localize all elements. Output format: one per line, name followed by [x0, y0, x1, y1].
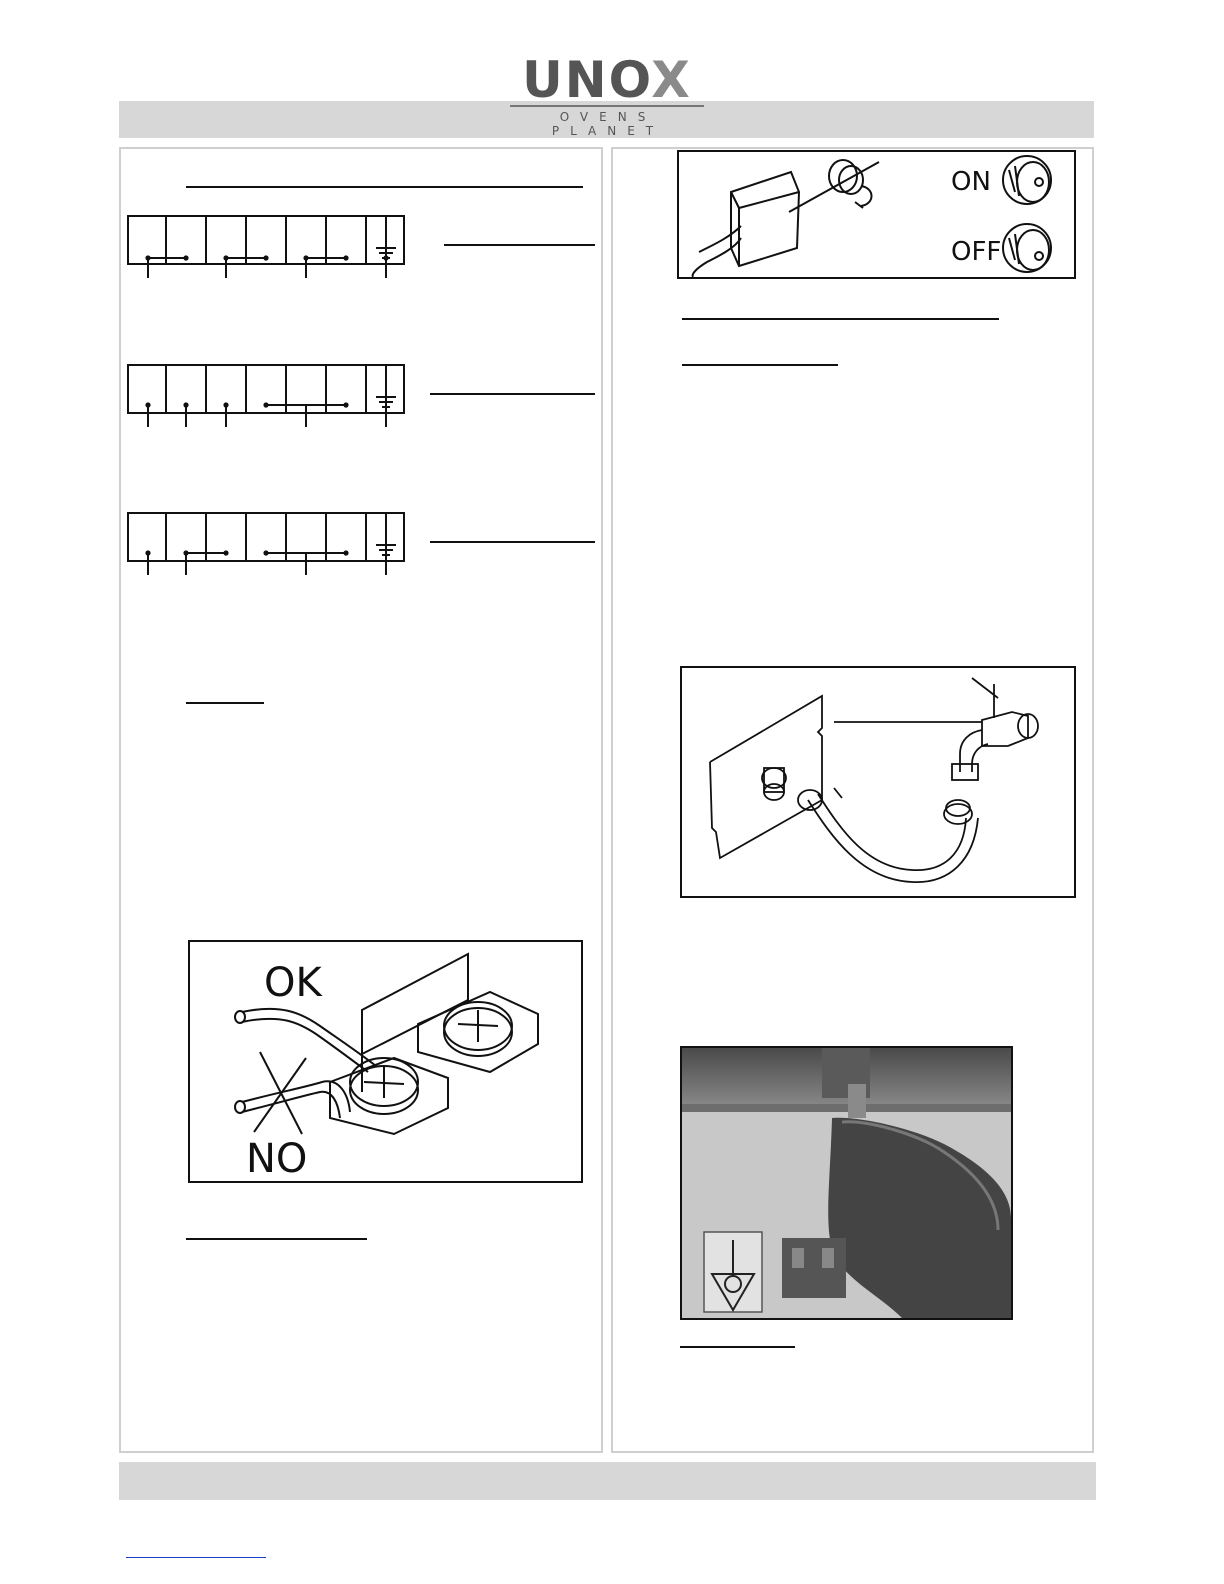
footer-link-underline[interactable] — [126, 1557, 266, 1558]
water-tap-connection-figure — [680, 666, 1076, 898]
left-column-panel — [119, 147, 603, 1453]
right-subheading-rule — [682, 364, 838, 366]
diagram-3-caption-rule — [430, 541, 595, 543]
drain-connection-photo — [680, 1046, 1013, 1320]
logo-rule — [510, 105, 704, 107]
diagram-1-caption-rule — [444, 244, 595, 246]
terminal-block-diagram-2 — [126, 361, 410, 429]
cable-connection-figure — [188, 940, 583, 1183]
diagram-2-caption-rule — [430, 393, 595, 395]
section-heading-rule — [186, 186, 583, 188]
terminal-block-diagram-1 — [126, 212, 410, 280]
logo-wordmark — [510, 52, 704, 108]
logo-tagline: OVENS PLANET — [551, 110, 665, 138]
logo-text-x: X — [651, 51, 692, 109]
subheading-rule-1 — [186, 702, 264, 704]
cable-ok-label: OK — [264, 960, 322, 1006]
cable-no-label: NO — [246, 1136, 308, 1181]
drain-photo-illustration — [682, 1048, 1011, 1318]
switch-off-label: OFF — [951, 237, 1002, 267]
footer-bar — [119, 1462, 1096, 1500]
water-tap-illustration — [682, 668, 1074, 896]
cable-connection-illustration — [190, 942, 581, 1181]
logo-text-main: UNO — [522, 51, 652, 109]
switch-on-off-figure — [677, 150, 1076, 279]
switch-illustration — [679, 152, 1074, 277]
right-heading-rule — [682, 318, 999, 320]
terminal-block-diagram-3 — [126, 509, 410, 577]
switch-on-label: ON — [951, 167, 991, 197]
right-bottom-subheading-rule — [680, 1346, 795, 1348]
subheading-rule-2 — [186, 1238, 367, 1240]
